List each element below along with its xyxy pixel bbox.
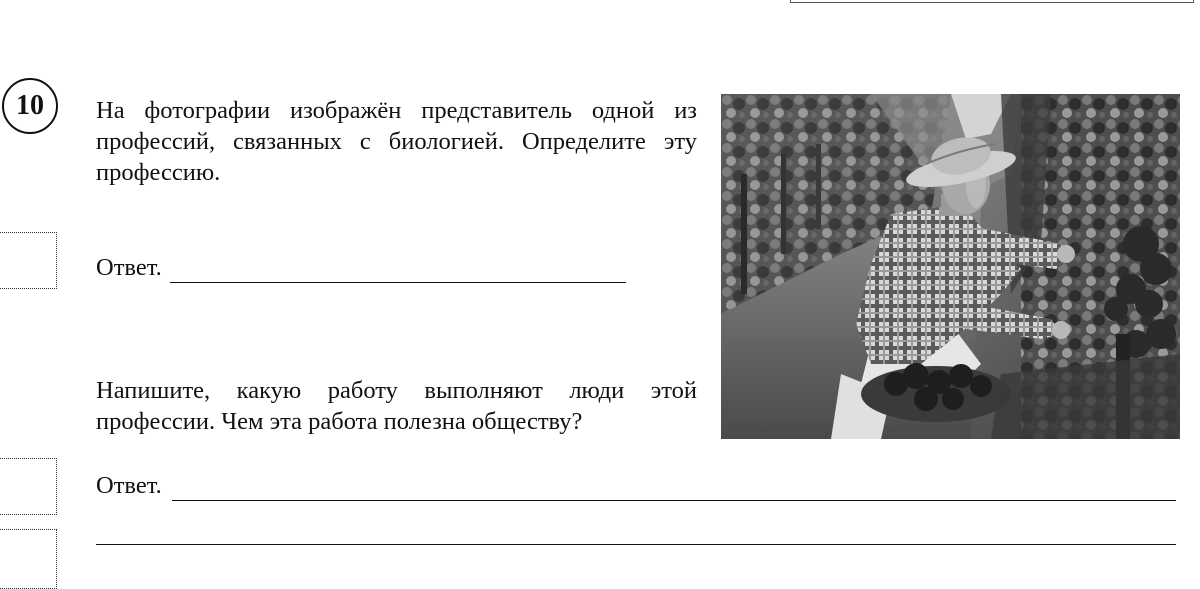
answer-label-2: Ответ. <box>96 472 162 499</box>
photo-illustration <box>721 94 1180 439</box>
answer-score-box-3[interactable] <box>0 529 57 589</box>
question-text-2: Напишите, какую работу выполняют люди этой профессии. Чем эта работа полезна обществу? <box>96 377 697 435</box>
answer-label-1: Ответ. <box>96 254 162 281</box>
answer-line-2[interactable] <box>96 470 1176 501</box>
answer-field-2[interactable] <box>172 478 1176 501</box>
answer-score-box-1[interactable] <box>0 232 57 289</box>
answer-field-1[interactable] <box>170 260 626 283</box>
answer-score-box-2[interactable] <box>0 458 57 515</box>
question-text-1: На фотографии изображён представитель одной из профессий, связанных с биологией. Определите эту профессию. <box>96 97 697 186</box>
task-number-badge <box>2 78 58 134</box>
task-number: 10 <box>16 90 44 121</box>
header-box <box>790 0 1194 3</box>
answer-line-1[interactable] <box>96 252 626 283</box>
answer-field-3[interactable] <box>96 544 1176 545</box>
vineyard-worker-photo <box>721 94 1180 439</box>
